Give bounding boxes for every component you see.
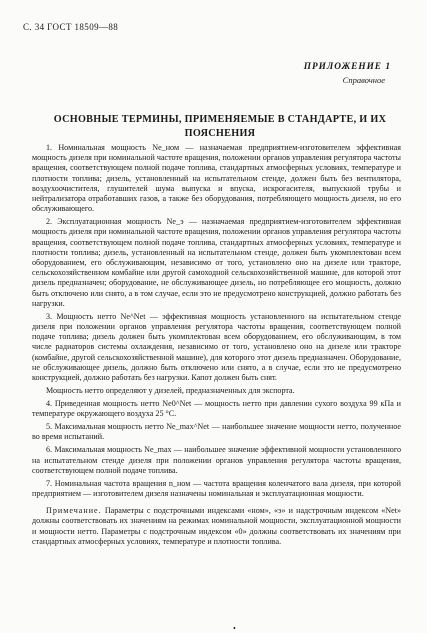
note xyxy=(32,506,401,547)
page-header: С. 34 ГОСТ 18509—88 xyxy=(23,22,119,32)
paragraph-2: 2. Эксплуатационная мощность Ne_э — назначаемая предприятием-изготовителем эффективная мощность дизеля при номинальной частоте вращения, положении органов управления регулятора частоты вращения, соответствующем полной подаче топлива, стандартных атмосферных условиях, температуре и плотности топлива; дизель, установленный на испытательном стенде, должен быть укомплектован всем оборудованием, его обслуживающим, независимо от того, установлено оно на дизеле или тракторе, сельскохозяйственном комбайне или другой самоходной сельскохозяйственной машине, для которой этот дизель предназначен; оборудование, не обслуживающее дизель, но потребляющее его мощность, должно быть отключено или снято, а в том случае, если это не предусмотрено конструкцией, должно работать без нагрузки. xyxy=(32,217,401,308)
note-label: Примечание. xyxy=(46,506,102,516)
note-text: Параметры с подстрочными индексами «ном», «э» и надстрочным индексом «Net» должны соответствовать их значениям на режимах номинальной мощности, эксплуатационной мощности и мощности нетто. Параметры с подстрочным индексом «0» должны соответствовать их значениям при стандартных атмосферных условиях, температуре и плотности топлива. xyxy=(32,506,401,546)
section-title: ОСНОВНЫЕ ТЕРМИНЫ, ПРИМЕНЯЕМЫЕ В СТАНДАРТЕ, И ИХ ПОЯСНЕНИЯ xyxy=(53,114,387,139)
footer-mark: • xyxy=(233,624,236,633)
paragraph-1: 1. Номинальная мощность Ne_ном — назначаемая предприятием-изготовителем эффективная мощность дизеля при номинальной частоте вращения, положении органов управления регулятора частоты вращения, соответствующем полной подаче топлива, стандартных атмосферных условиях, температуре и плотности топлива; дизель, установленный на испытательном стенде, должен быть без вентилятора, воздухоочистителя, глушителей шума выпуска и впуска, искрогасителя, выпускной трубы и нейтрализатора отработавших газов, а также без оборудования, потребляющего мощность дизеля, но его обслуживающего. xyxy=(32,143,401,214)
paragraph-3-note: Мощность нетто определяют у дизелей, предназначенных для экспорта. xyxy=(46,386,295,396)
paragraph-5: 5. Максимальная мощность нетто Ne_max^Net — наибольшее значение мощности нетто, полученное во время испытаний. xyxy=(32,422,401,442)
paragraph-4: 4. Приведенная мощность нетто Ne0^Net — мощность нетто при давлении сухого воздуха 99 кПа и температуре окружающего воздуха 25 °С. xyxy=(32,399,401,419)
appendix-subtitle: Справочное xyxy=(342,75,385,85)
appendix-title: ПРИЛОЖЕНИЕ 1 xyxy=(303,62,391,72)
paragraph-3: 3. Мощность нетто Ne^Net — эффективная мощность установленного на испытательном стенде дизеля при положении органов управления регулятора частоты вращения, соответствующем полной подаче топлива; дизель должен быть укомплектован всем оборудованием, его обслуживающим, в том числе радиаторов системы охлаждения, независимо от того, установлено оно на дизеле или тракторе (комбайне, другой сельскохозяйственной машине), для которого этот дизель предназначен. Оборудование, не обслуживающее дизель, должно быть отключено или снято, а в случае, если это не предусмотрено конструкцией, должно работать без нагрузки. Капот должен быть снят. xyxy=(32,311,401,383)
document-body xyxy=(32,143,401,550)
paragraph-7: 7. Номинальная частота вращения n_ном — частота вращения коленчатого вала дизеля, при которой предприятием — изготовителем дизеля назначены номинальная и эксплуатационная мощности. xyxy=(32,478,401,499)
paragraph-6: 6. Максимальная мощность Ne_max — наибольшее значение эффективной мощности установленного на испытательном стенде дизеля при положении органов управления регулятора частоты вращения, соответствующем полной подаче топлива. xyxy=(32,445,401,475)
